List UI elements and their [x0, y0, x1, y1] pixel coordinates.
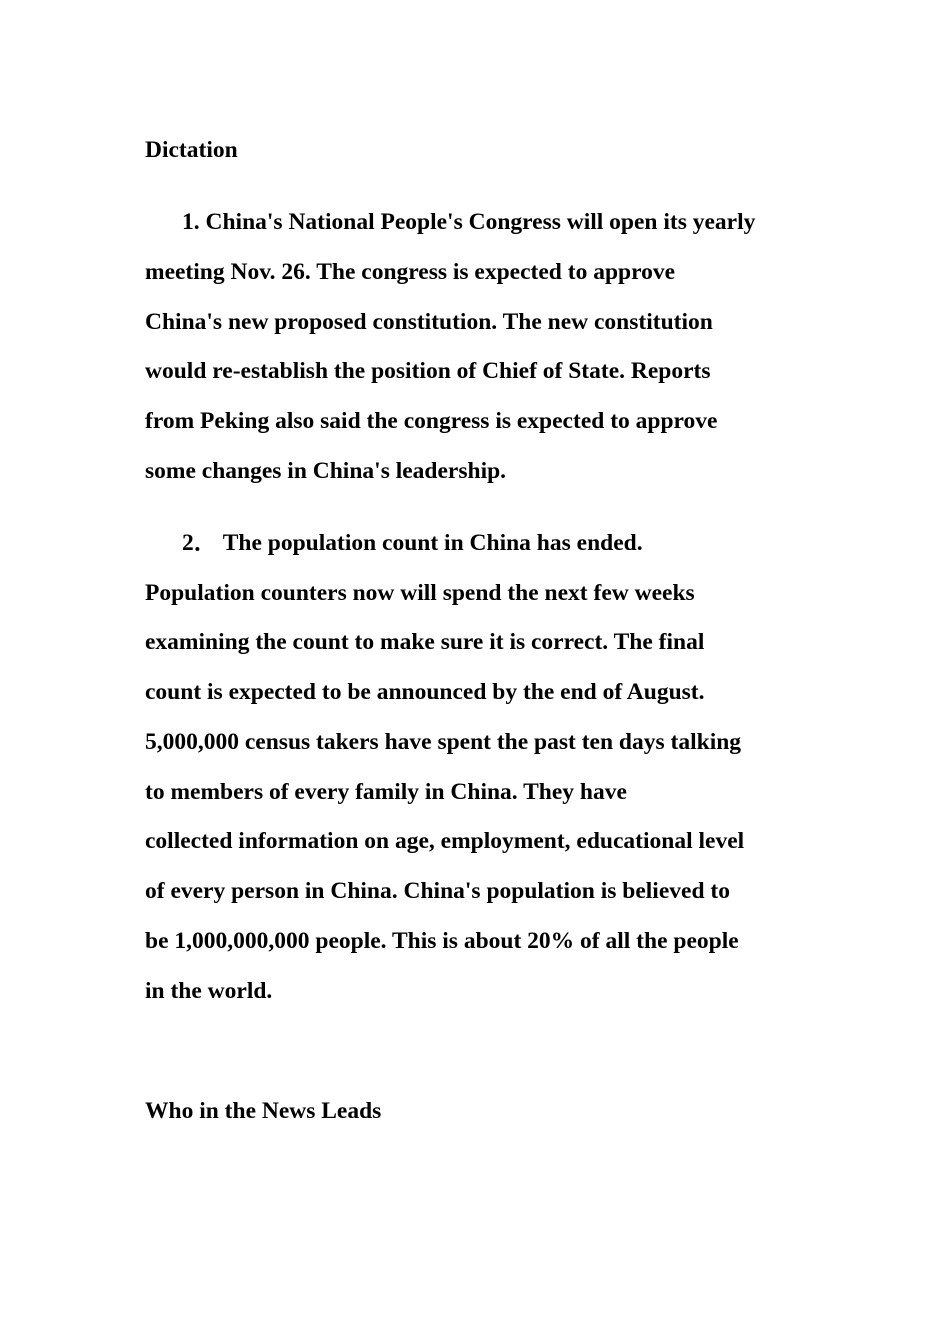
section-heading: Who in the News Leads	[145, 1098, 382, 1124]
paragraph-2-line: Population counters now will spend the next few weeks	[145, 580, 695, 606]
paragraph-1-line: would re-establish the position of Chief of State. Reports	[145, 358, 711, 384]
paragraph-1-line: from Peking also said the congress is expected to approve	[145, 408, 718, 434]
paragraph-2-line: collected information on age, employment, educational level	[145, 828, 745, 854]
paragraph-1-line: 1. China's National People's Congress will open its yearly	[182, 209, 756, 235]
paragraph-2-line: 5,000,000 census takers have spent the past ten days talking	[145, 729, 742, 755]
paragraph-2-line: to members of every family in China. They have	[145, 779, 627, 805]
paragraph-2-line: of every person in China. China's population is believed to	[145, 878, 730, 904]
paragraph-2-line: be 1,000,000,000 people. This is about 20% of all the people	[145, 928, 739, 954]
paragraph-2-line: 2． The population count in China has ended.	[182, 530, 643, 556]
paragraph-2-line: in the world.	[145, 978, 273, 1004]
document-title: Dictation	[145, 137, 238, 163]
paragraph-1-line: some changes in China's leadership.	[145, 458, 507, 484]
paragraph-1-line: meeting Nov. 26. The congress is expected to approve	[145, 259, 676, 285]
paragraph-1-line: China's new proposed constitution. The new constitution	[145, 309, 713, 335]
paragraph-2-line: examining the count to make sure it is correct. The final	[145, 629, 705, 655]
paragraph-2-line: count is expected to be announced by the end of August.	[145, 679, 705, 705]
